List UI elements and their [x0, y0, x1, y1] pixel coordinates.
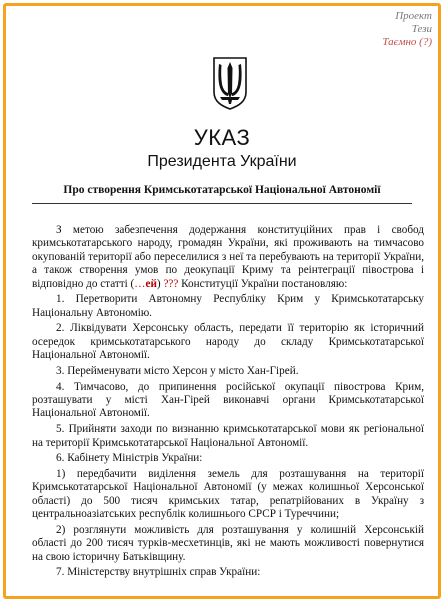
- stamp-line-project: Проект: [395, 10, 432, 22]
- stamp-line-theses: Тези: [411, 23, 432, 35]
- decree-item-5: 5. Прийняти заходи по визнанню кримськотатарської мови як регіональної на території Кримськотатарської Національної Автономії.: [32, 423, 424, 449]
- decree-title: УКАЗ: [193, 125, 251, 150]
- decree-item-1: 1. Перетворити Автономну Республіку Крим у Кримськотатарську Національну Автономію.: [32, 293, 424, 319]
- decree-subitem-6-2: 2) розглянути можливість для розташування у колишній Херсонській області до 200 тисяч турків-месхетинців, які не мають можливості повернутися на свою історичну Батьківщину.: [32, 523, 424, 563]
- preamble-text: З метою забезпечення додержання конституційних прав і свобод кримськотатарського народу, громадян України, які проживають на тимчасово окупованій території або переселилися з неї та перебувають на території України, а також створення умов по деокупації Криму та реінтеграції півострова і відповідно до статті (: [32, 224, 424, 290]
- decree-item-2: 2. Ліквідувати Херсонську область, передати її територію як історичний осередок кримськотатарського народу до складу Кримськотатарської Національної Автономії.: [32, 322, 424, 362]
- article-ellipsis: …: [134, 277, 146, 290]
- decree-subtitle: Президента України: [147, 153, 297, 170]
- article-questions: ???: [163, 277, 179, 290]
- decree-subitem-6-1: 1) передбачити виділення земель для розташування на території Кримськотатарської Національної Автономії (у межах колишньої Херсонської області) до 500 тисяч кримських татар, репатрійованих в Україну з центральноазіатських республік колишнього СРСР і Туреччини;: [32, 467, 424, 521]
- preamble-paragraph: [32, 224, 424, 291]
- decree-item-6: 6. Кабінету Міністрів України:: [56, 452, 203, 465]
- preamble-tail: Конституції України постановляю:: [178, 277, 348, 290]
- article-reference: [134, 278, 157, 290]
- document-frame: [3, 3, 441, 599]
- tryzub-icon: [212, 56, 248, 110]
- stamp-line-secret: Таємно (?): [382, 36, 432, 48]
- decree-item-3: 3. Перейменувати місто Херсон у місто Хан-Гірей.: [56, 364, 299, 377]
- heading-divider: [32, 203, 412, 204]
- decree-heading: Про створення Кримськотатарської Національної Автономії: [63, 184, 381, 196]
- article-close: ): [156, 277, 161, 290]
- article-ej: ей: [145, 277, 157, 290]
- decree-body: [32, 224, 424, 582]
- decree-item-4: 4. Тимчасово, до припинення російської окупації півострова Крим, розташувати у місті Хан-Гірей виконавчі органи Кримськотатарської Національної Автономії.: [32, 380, 424, 420]
- decree-item-7: 7. Міністерству внутрішніх справ України:: [56, 566, 261, 579]
- draft-stamp: [382, 10, 432, 49]
